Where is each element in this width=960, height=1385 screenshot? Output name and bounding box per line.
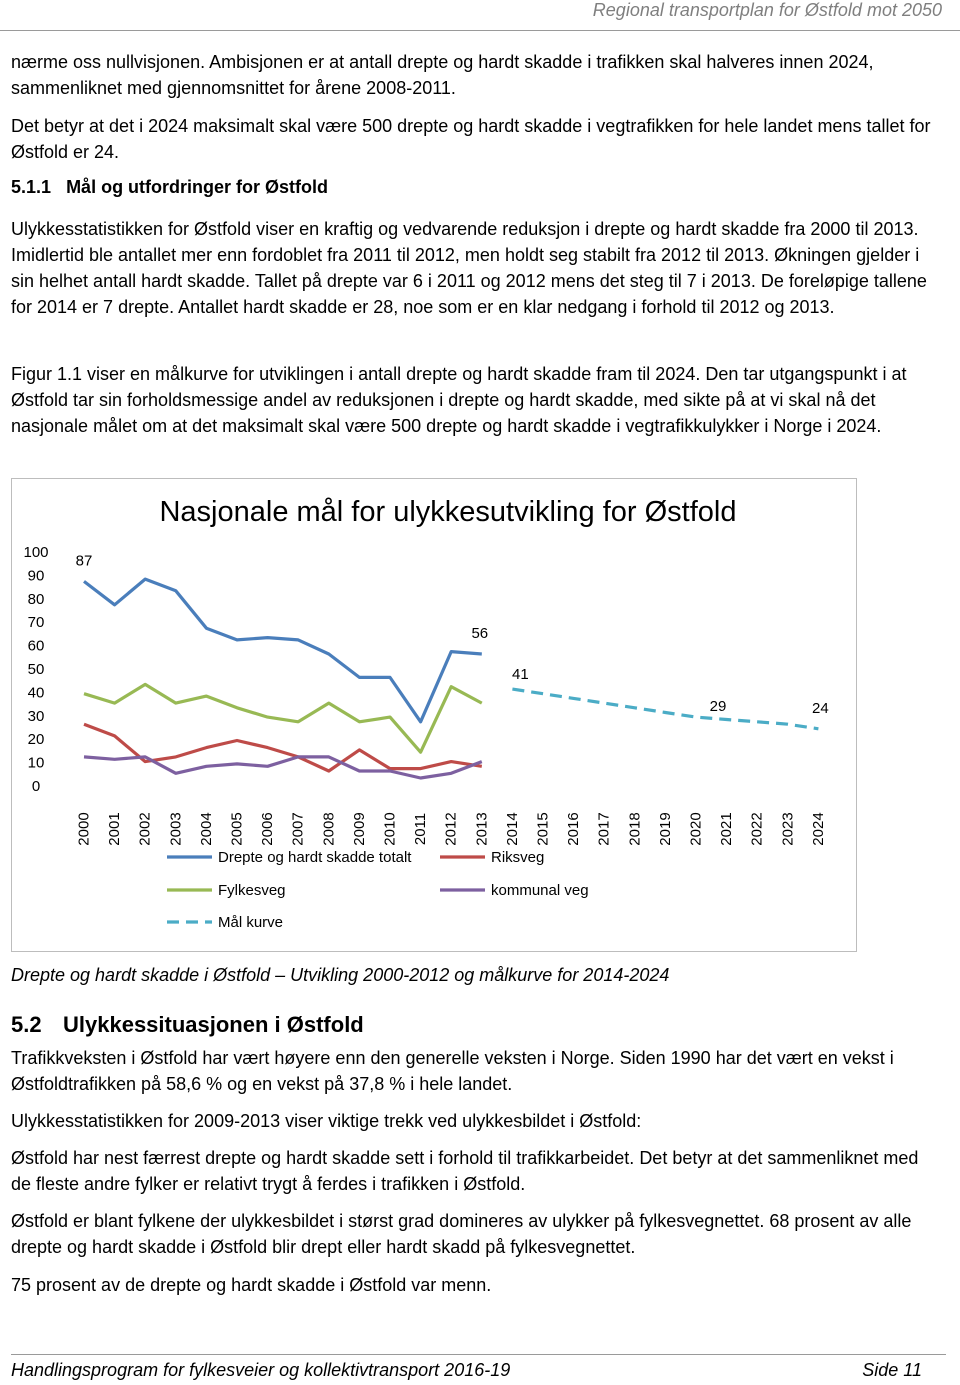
paragraph-8: Østfold er blant fylkene der ulykkesbildet i størst grad domineres av ulykker på fylkesvegnettet. 68 prosent av alle drepte og hardt skadde i Østfold blir drept eller hardt skadd på fylkesvegnettet. [11, 1211, 912, 1257]
x-tick-label: 2021 [718, 812, 736, 846]
x-tick-label: 2007 [289, 812, 307, 846]
x-tick-label: 2001 [106, 812, 124, 846]
section-number: 5.2 [11, 1012, 42, 1037]
x-tick-label: 2019 [656, 812, 674, 846]
y-tick-label: 0 [31, 778, 41, 795]
figure-caption: Drepte og hardt skadde i Østfold – Utvikling 2000-2012 og målkurve for 2014-2024 [11, 965, 670, 985]
x-tick-label: 2017 [595, 812, 613, 846]
x-tick-label: 2004 [197, 812, 215, 846]
x-tick-label: 2015 [534, 812, 552, 846]
page-number: Side 11 [862, 1360, 922, 1380]
x-tick-label: 2018 [626, 812, 644, 846]
y-tick-label: 10 [27, 754, 45, 772]
data-label: 24 [812, 699, 829, 717]
x-tick-label: 2022 [748, 812, 766, 846]
x-tick-label: 2000 [75, 812, 93, 846]
paragraph-7: Østfold har nest færrest drepte og hardt skadde sett i forhold til trafikkarbeidet. Det betyr at det sammenliknet med de fleste andre fylker er relativt trygt å ferdes i trafikken i Østfold. [11, 1148, 919, 1194]
x-tick-label: 2002 [136, 812, 154, 846]
x-tick-label: 2024 [809, 812, 827, 846]
paragraph-2: Det betyr at det i 2024 maksimalt skal være 500 drepte og hardt skadde i vegtrafikken for hele landet mens tallet for Østfold er 24. [11, 116, 931, 162]
x-tick-label: 2008 [320, 812, 338, 846]
y-tick-label: 90 [27, 567, 45, 585]
line-chart [12, 479, 858, 953]
data-label: 56 [471, 624, 489, 642]
footer-title: Handlingsprogram for fylkesveier og kollektivtransport 2016-19 [11, 1360, 511, 1380]
chart-frame [11, 478, 857, 952]
x-tick-label: 2016 [565, 812, 583, 846]
x-tick-label: 2023 [779, 812, 797, 846]
legend-label: Fylkesveg [218, 882, 286, 899]
subheading [11, 177, 328, 198]
y-tick-label: 80 [27, 590, 45, 608]
y-tick-label: 70 [27, 614, 45, 632]
data-label: 41 [512, 666, 529, 684]
series-line-drepte-og-hardt-skadde-totalt [84, 579, 482, 722]
paragraph-5: Trafikkveksten i Østfold har vært høyere enn den generelle veksten i Norge. Siden 1990 har det vært en vekst i Østfoldtrafikken på 58,6 % og en vekst på 37,8 % i hele landet. [11, 1048, 894, 1094]
data-label: 87 [75, 552, 93, 570]
y-tick-label: 40 [27, 684, 45, 702]
paragraph-9: 75 prosent av de drepte og hardt skadde i Østfold var menn. [11, 1275, 492, 1295]
y-tick-label: 50 [27, 661, 45, 678]
y-tick-label: 60 [27, 637, 45, 655]
y-tick-label: 100 [23, 544, 49, 561]
x-tick-label: 2005 [228, 812, 246, 846]
paragraph-3: Ulykkesstatistikken for Østfold viser en kraftig og vedvarende reduksjon i drepte og hardt skadde fra 2000 til 2013. Imidlertid ble antallet mer enn fordoblet fra 2011 til 2012, men holdt seg stabilt fra 2012 til 2013. Økningen gjelder i sin helhet antall hardt skadde. Tallet på drepte var 6 i 2011 og 2012 mens det steg til 7 i 2013. De foreløpige tallene for 2014 er 7 drepte. Antallet hardt skadde er 28, noe som er en klar nedgang i forhold til 2012 og 2013. [11, 219, 927, 317]
x-tick-label: 2020 [687, 812, 705, 846]
data-label: 29 [709, 698, 727, 716]
y-tick-label: 30 [27, 707, 45, 725]
legend-label: Drepte og hardt skadde totalt [218, 849, 412, 866]
chart-title: Nasjonale mål for ulykkesutvikling for Østfold [159, 496, 737, 528]
x-tick-label: 2003 [167, 812, 185, 846]
paragraph-6: Ulykkesstatistikken for 2009-2013 viser viktige trekk ved ulykkesbildet i Østfold: [11, 1111, 642, 1131]
series-line-m-l-kurve [512, 689, 818, 729]
section-title: Ulykkessituasjonen i Østfold [63, 1012, 364, 1037]
header-divider [0, 30, 960, 31]
footer-divider [11, 1354, 946, 1355]
y-tick-label: 20 [27, 731, 45, 749]
x-tick-label: 2010 [381, 812, 399, 846]
legend-label: Riksveg [491, 849, 545, 866]
x-tick-label: 2006 [259, 812, 277, 846]
x-tick-label: 2009 [350, 812, 368, 846]
paragraph-1: nærme oss nullvisjonen. Ambisjonen er at antall drepte og hardt skadde i trafikken skal halveres innen 2024, sammenliknet med gjennomsnittet for årene 2008-2011. [11, 52, 874, 98]
subheading-text: Mål og utfordringer for Østfold [66, 177, 329, 197]
paragraph-4: Figur 1.1 viser en målkurve for utviklingen i antall drepte og hardt skadde fram til 2024. Den tar utgangspunkt i at Østfold tar sin forholdsmessige andel av reduksjonen i drepte og hardt skadde, med sikte på at vi skal nå det nasjonale målet om at det maksimalt skal være 500 drepte og hardt skadde i vegtrafikkulykker i Norge i 2024. [11, 364, 907, 436]
section-heading [11, 1012, 364, 1038]
x-tick-label: 2014 [503, 812, 521, 846]
x-tick-label: 2012 [442, 812, 460, 846]
legend-label: Mål kurve [218, 914, 284, 931]
x-tick-label: 2013 [473, 812, 491, 846]
legend-label: kommunal veg [491, 882, 589, 899]
running-header: Regional transportplan for Østfold mot 2050 [592, 0, 942, 20]
x-tick-label: 2011 [412, 812, 430, 846]
subheading-number: 5.1.1 [11, 177, 52, 197]
